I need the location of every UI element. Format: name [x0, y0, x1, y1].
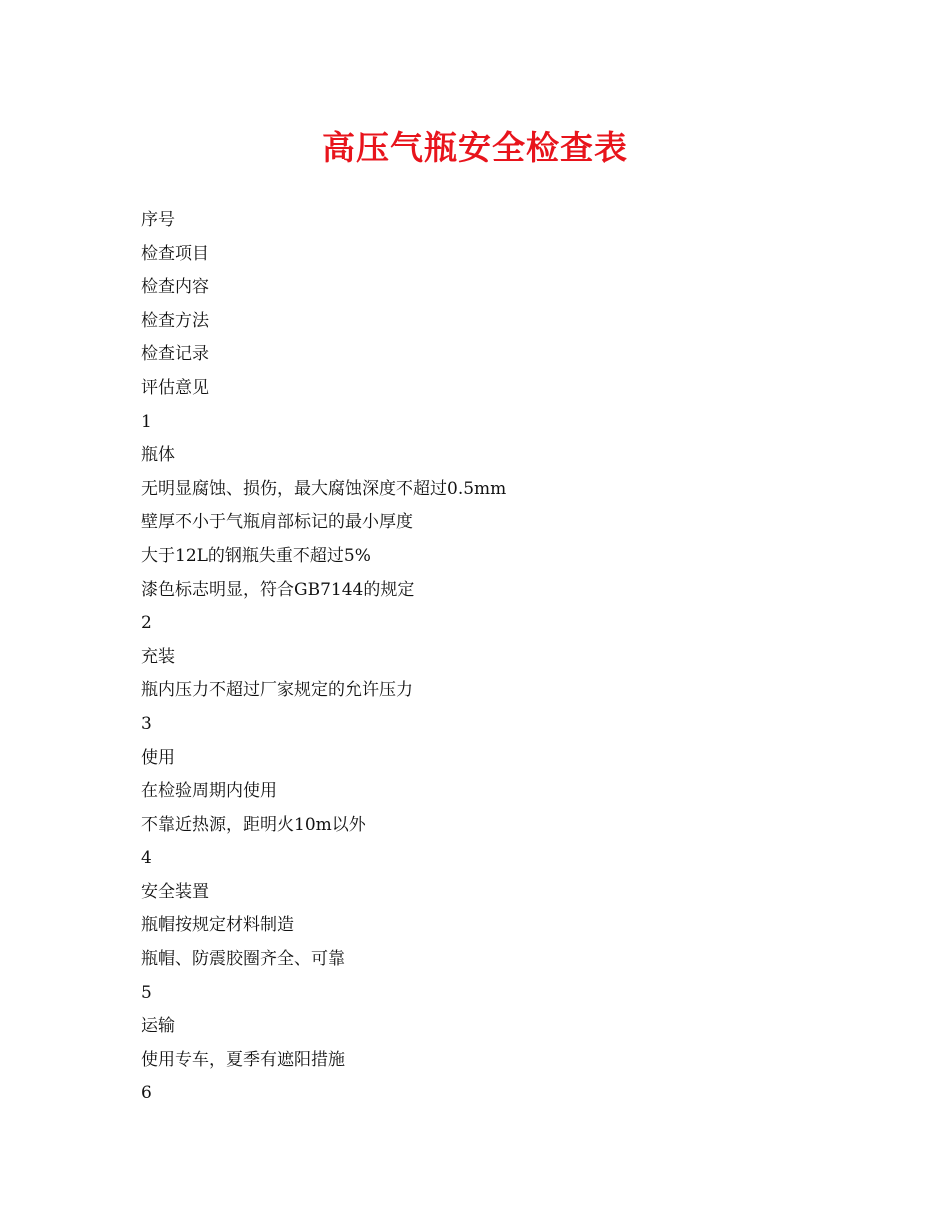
- text-line: 漆色标志明显，符合GB7144的规定: [141, 579, 415, 600]
- text-line: 瓶体: [141, 445, 175, 466]
- text-line: 大于12L的钢瓶失重不超过5%: [141, 545, 371, 566]
- text-line: 瓶内压力不超过厂家规定的允许压力: [141, 680, 413, 701]
- document-title: 高压气瓶安全检查表: [322, 128, 628, 167]
- text-line: 3: [141, 713, 152, 734]
- text-line: 瓶帽、防震胶圈齐全、可靠: [141, 949, 345, 970]
- text-line: 在检验周期内使用: [141, 781, 277, 802]
- text-line: 运输: [141, 1016, 175, 1037]
- text-line: 无明显腐蚀、损伤，最大腐蚀深度不超过0.5mm: [141, 478, 507, 499]
- text-line: 2: [141, 613, 152, 634]
- text-line: 序号: [141, 210, 175, 230]
- text-line: 壁厚不小于气瓶肩部标记的最小厚度: [141, 512, 413, 533]
- text-line: 6: [141, 1083, 152, 1104]
- text-line: 充装: [141, 646, 175, 667]
- document-body: [141, 204, 841, 1111]
- text-line: 检查项目: [141, 243, 209, 264]
- text-line: 4: [141, 848, 152, 869]
- text-line: 评估意见: [141, 377, 209, 398]
- text-line: 安全装置: [141, 881, 209, 902]
- text-line: 不靠近热源，距明火10m以外: [141, 814, 366, 835]
- text-line: 检查记录: [141, 344, 209, 365]
- text-line: 使用: [141, 747, 175, 768]
- text-line: 5: [141, 982, 152, 1003]
- text-line: 瓶帽按规定材料制造: [141, 915, 294, 936]
- text-line: 检查内容: [141, 277, 209, 298]
- text-line: 检查方法: [141, 310, 209, 331]
- text-line: 1: [141, 411, 152, 432]
- text-line: 使用专车，夏季有遮阳措施: [141, 1049, 345, 1070]
